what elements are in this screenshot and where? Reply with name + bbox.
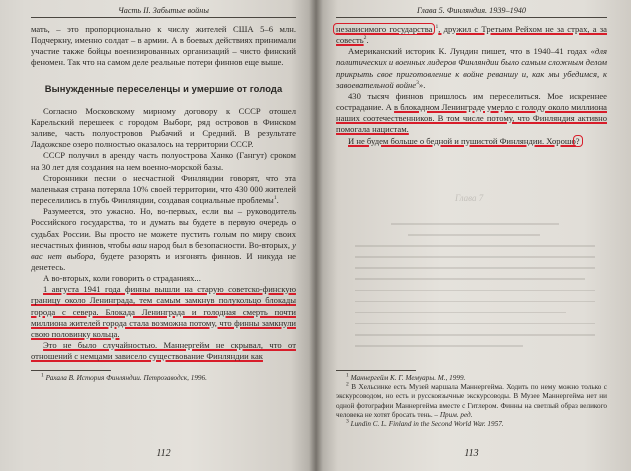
red-underlined-text: в блокадном Ленинграде умерло с голоду около миллиона наших соотечественников. В том числе потому, что Финляндия активно помогала нацистам.: [336, 102, 607, 135]
paragraph: Согласно Московскому мирному договору к СССР отошел Карельский перешеек с городом Выборг, ряд островов в Финском заливе, часть полуостровов Рыбачий и Средний. В результате Ладожское озеро полностью оказалось на территории СССР.: [31, 105, 296, 150]
footnote: [336, 383, 607, 420]
paragraph: [336, 24, 607, 46]
right-page-number: 113: [464, 448, 479, 459]
book-gutter: [309, 0, 323, 471]
paragraph: мать, – это пропорционально к числу жителей США 5–6 млн. Подчеркну, именно солдат – в армии. А в боевых действиях принимали участие также бойцы военизированных организаций – чисто финский феномен. Так что на самом деле реальные потери финнов еще выше.: [31, 24, 296, 68]
paragraph: СССР получил в аренду часть полуострова Ханко (Гангут) сроком на 30 лет для создания на нем военно-морской базы.: [31, 150, 296, 172]
left-page-number: 112: [156, 448, 171, 459]
paragraph: [31, 206, 296, 273]
right-running-head: [336, 5, 607, 18]
paragraph: [336, 91, 607, 136]
red-underlined-text: И не будем больше о бедной и пушистой Финляндии. Хорошо: [348, 135, 576, 146]
footnote-ref: 2: [363, 35, 367, 42]
footnote-divider: [31, 370, 111, 371]
paragraph-text: , будете разорять и изгонять финнов. И никуда не денетесь.: [31, 250, 296, 272]
left-running-head-title: Часть II. Забытые войны: [118, 6, 209, 15]
footnote-ref: 3: [416, 79, 419, 86]
paragraph-text: Разумеется, это ужасно. Но, во-первых, если вы – руководитель Российского государства, то и думать вы будете в первую очередь о судьбах России. Вы просто не можете пустить голым по миру своих несчастных финнов, чтобы: [31, 206, 296, 250]
footnote-text: Lundin C. L. Finland in the Second World War. 1957.: [350, 420, 504, 429]
red-boxed-text: независимого государства: [333, 23, 435, 35]
right-page-body: [336, 24, 607, 147]
emphasis: ваш: [132, 239, 147, 250]
paragraph: А во-вторых, коли говорить о страданиях...: [43, 273, 201, 284]
footnote-ref: 1: [273, 195, 277, 202]
footnote-number: 1: [41, 372, 44, 379]
highlighted-paragraph: [336, 136, 607, 147]
footnote-number: 1: [346, 372, 349, 379]
red-underlined-text: Это не было случайностью. Маннергейм не скрывал, что от отношений с немцами зависело существование Финляндии как: [31, 340, 296, 362]
footnote-number: 3: [346, 418, 349, 425]
footnote-text: Рахала В. История Финляндии. Петрозаводск, 1996.: [45, 374, 207, 383]
right-running-head-title: Глава 5. Финляндия. 1939–1940: [417, 6, 526, 15]
paragraph: [336, 46, 607, 91]
footnote-text: В Хельсинке есть Музей маршала Маннергейма. Ходить по нему можно только с экскурсоводом, но есть и русскоязычные экскурсоводы. В Музее Маннергейма нет ни одной фотографии Маннергейма вместе с Гитлером. Финны на светлый образ великого человека не хотят бросать тень. –: [336, 383, 607, 419]
footnote-divider: [336, 370, 416, 371]
red-boxed-text: ?: [573, 135, 583, 147]
left-running-head: [31, 5, 296, 18]
emphasis: у вас нет выбора: [31, 239, 296, 261]
paragraph-text: Американский историк К. Лундин пишет, что в 1940–41 годах: [348, 46, 591, 57]
red-underlined-text: 1 августа 1941 года финны вышли на старую советско-финскую границу около Ленинграда, тем самым замкнув полукольцо блокады города с севера. Блокада Ленинграда и голодная смерть почти миллиона жителей города стала возможна потому, что финны замкнули свою половинку кольца.: [31, 284, 296, 339]
paragraph: Сторонники песни о несчастной Финляндии говорят, что эта маленькая страна потеряла 10% своей территории, что 430 000 жителей переселились в глубь Финляндии, создавая социальные проблемы$^1$.: [31, 172, 296, 206]
left-page-body: [31, 24, 296, 384]
footnote: [336, 420, 607, 429]
paragraph-text: .: [366, 35, 369, 46]
footnote: [336, 374, 607, 383]
right-footnotes: [336, 370, 607, 429]
emphasis: «для политических и военных лидеров Финляндии было самым сложным делом прикрыть свое приготовление к войне реваншу и, как мы убедимся, к завоевательной войне: [336, 46, 607, 90]
paragraph-text: 430 тысяч финнов пришлось им переселиться. Мое искреннее сострадание. А: [336, 90, 607, 113]
footnote: [31, 374, 296, 383]
paragraph-text: Сторонники песни о несчастной Финляндии говорят, что эта маленькая страна потеряла 10% своей территории, что 430 000 жителей переселились в глубь Финляндии, создавая социальные проблемы: [31, 172, 296, 206]
paragraph-text: народ был в безопасности. Во-вторых,: [146, 239, 293, 250]
highlighted-paragraph: [31, 284, 296, 340]
highlighted-paragraph: [31, 340, 296, 362]
paragraph-text: ».: [418, 79, 426, 90]
section-heading: Вынужденные переселенцы и умершие от голода: [44, 82, 283, 94]
red-underlined-text: , дружил с Третьим Рейхом не за страх, а за совесть: [336, 24, 607, 46]
right-page: [316, 0, 631, 471]
footnote-number: 2: [346, 381, 349, 388]
footnote-text: Маннергейм К. Г. Мемуары. М., 1999.: [350, 374, 466, 382]
footnote-note: Прим. ред.: [439, 410, 473, 419]
footnote-ref: 1: [435, 24, 439, 31]
